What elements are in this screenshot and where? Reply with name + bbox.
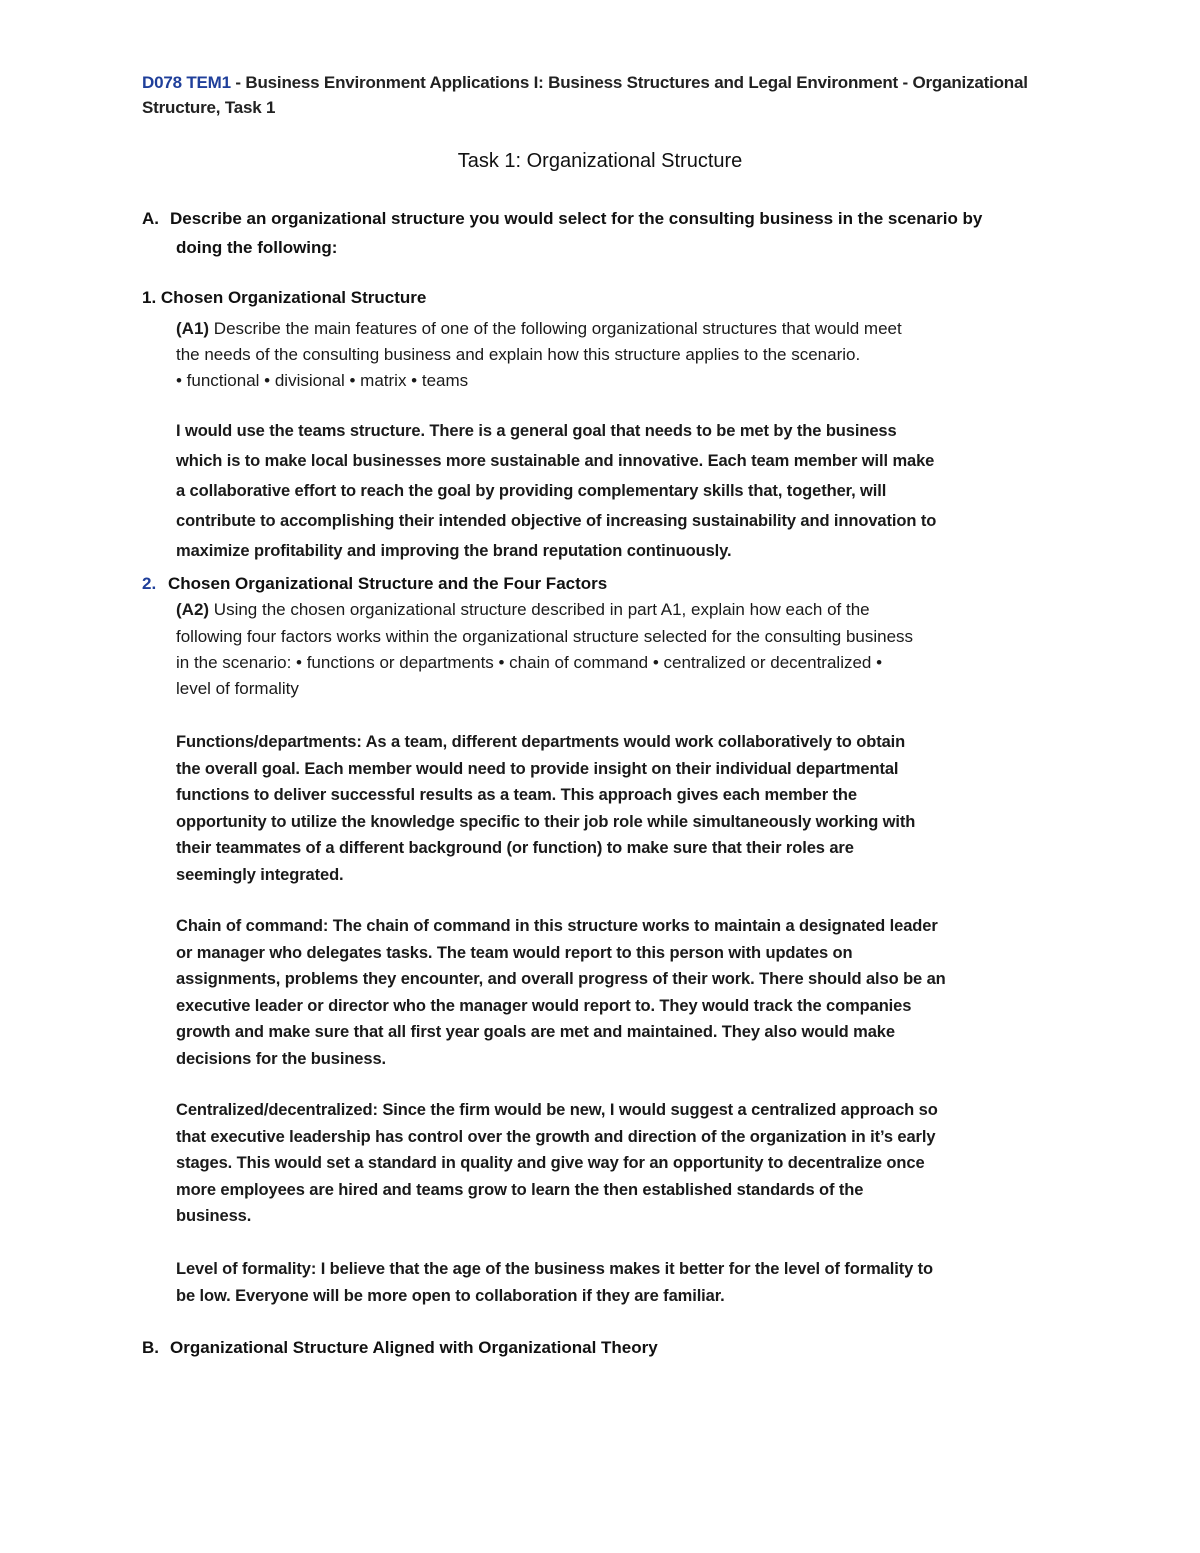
header-text: - Business Environment Applications I: Business Structures and Legal Environment - Organizational Structure, Task 1 — [142, 73, 1028, 117]
answer-line: which is to make local businesses more sustainable and innovative. Each team member will make — [176, 452, 935, 470]
paragraph-line: that executive leadership has control over the growth and direction of the organization in it’s early — [176, 1127, 936, 1146]
paragraph-line: Chain of command: The chain of command in this structure works to maintain a designated leader — [176, 917, 938, 935]
paragraph-line: be low. Everyone will be more open to collaboration if they are familiar. — [176, 1286, 725, 1305]
item-2-heading: Chosen Organizational Structure and the Four Factors — [168, 574, 608, 593]
paragraph-line: assignments, problems they encounter, and overall progress of their work. There should also be an — [176, 970, 946, 988]
paragraph-line: decisions for the business. — [176, 1049, 387, 1068]
paragraph-line: growth and make sure that all first year goals are met and maintained. They also would make — [176, 1023, 895, 1041]
paragraph-line: business. — [176, 1207, 252, 1225]
paragraph-line: seemingly integrated. — [176, 865, 344, 884]
answer-line: a collaborative effort to reach the goal by providing complementary skills that, together, will — [176, 482, 887, 500]
item-1-prompt-line-2: the needs of the consulting business and explain how this structure applies to the scenario. — [176, 345, 861, 364]
paragraph-line: their teammates of a different background (or function) to make sure that their roles are — [176, 839, 854, 857]
chain-of-command-paragraph — [176, 913, 946, 1072]
answer-line: maximize profitability and improving the brand reputation continuously. — [176, 542, 732, 560]
paragraph-line: more employees are hired and teams grow to learn the then established standards of the — [176, 1180, 864, 1199]
section-a-letter: A. — [142, 209, 159, 228]
paragraph-line: Functions/departments: As a team, different departments would work collaboratively to obtain — [176, 733, 906, 751]
item-2-prompt-line-4: level of formality — [176, 679, 299, 698]
document-header — [142, 70, 1062, 120]
paragraph-line: or manager who delegates tasks. The team would report to this person with updates on — [176, 943, 853, 962]
course-code: D078 TEM1 — [142, 73, 231, 92]
section-b-letter: B. — [142, 1338, 159, 1357]
item-2-prompt-line-2: following four factors works within the organizational structure selected for the consulting business — [176, 627, 914, 646]
paragraph-line: Level of formality: I believe that the age of the business makes it better for the level of formality to — [176, 1260, 934, 1278]
formality-paragraph — [176, 1256, 933, 1309]
item-1-prompt-line-3: • functional • divisional • matrix • teams — [176, 371, 469, 390]
paragraph-line: stages. This would set a standard in quality and give way for an opportunity to decentralize once — [176, 1154, 925, 1172]
answer-line: I would use the teams structure. There is a general goal that needs to be met by the business — [176, 422, 897, 440]
item-2-prompt-text: Using the chosen organizational structure described in part A1, explain how each of the — [209, 600, 870, 619]
page-title: Task 1: Organizational Structure — [457, 150, 743, 172]
paragraph-line: opportunity to utilize the knowledge specific to their job role while simultaneously working with — [176, 812, 916, 831]
item-1-prompt-tag: (A1) — [176, 319, 210, 338]
paragraph-line: executive leader or director who the manager would report to. They would track the companies — [176, 996, 912, 1015]
item-1-prompt-line-1 — [176, 316, 902, 342]
item-2-number: 2. — [142, 574, 157, 593]
item-1-heading: 1. Chosen Organizational Structure — [142, 288, 427, 307]
paragraph-line: Centralized/decentralized: Since the firm would be new, I would suggest a centralized approach so — [176, 1101, 938, 1119]
functions-paragraph — [176, 729, 915, 888]
section-b-heading: Organizational Structure Aligned with Organizational Theory — [170, 1338, 658, 1357]
item-2-prompt-line-1 — [176, 597, 870, 623]
answer-line: contribute to accomplishing their intended objective of increasing sustainability and innovation to — [176, 512, 937, 530]
paragraph-line: functions to deliver successful results as a team. This approach gives each member the — [176, 786, 857, 804]
section-a-text-cont: doing the following: — [176, 238, 338, 257]
item-2-prompt-line-3: in the scenario: • functions or departments • chain of command • centralized or decentralized • — [176, 653, 883, 672]
section-a-text: Describe an organizational structure you would select for the consulting business in the scenario by — [170, 209, 983, 228]
item-1-answer — [176, 416, 936, 566]
item-1-prompt-text: Describe the main features of one of the following organizational structures that would meet — [209, 319, 902, 338]
item-2-prompt-tag: (A2) — [176, 600, 210, 619]
centralization-paragraph — [176, 1097, 938, 1230]
paragraph-line: the overall goal. Each member would need to provide insight on their individual departmental — [176, 759, 899, 778]
